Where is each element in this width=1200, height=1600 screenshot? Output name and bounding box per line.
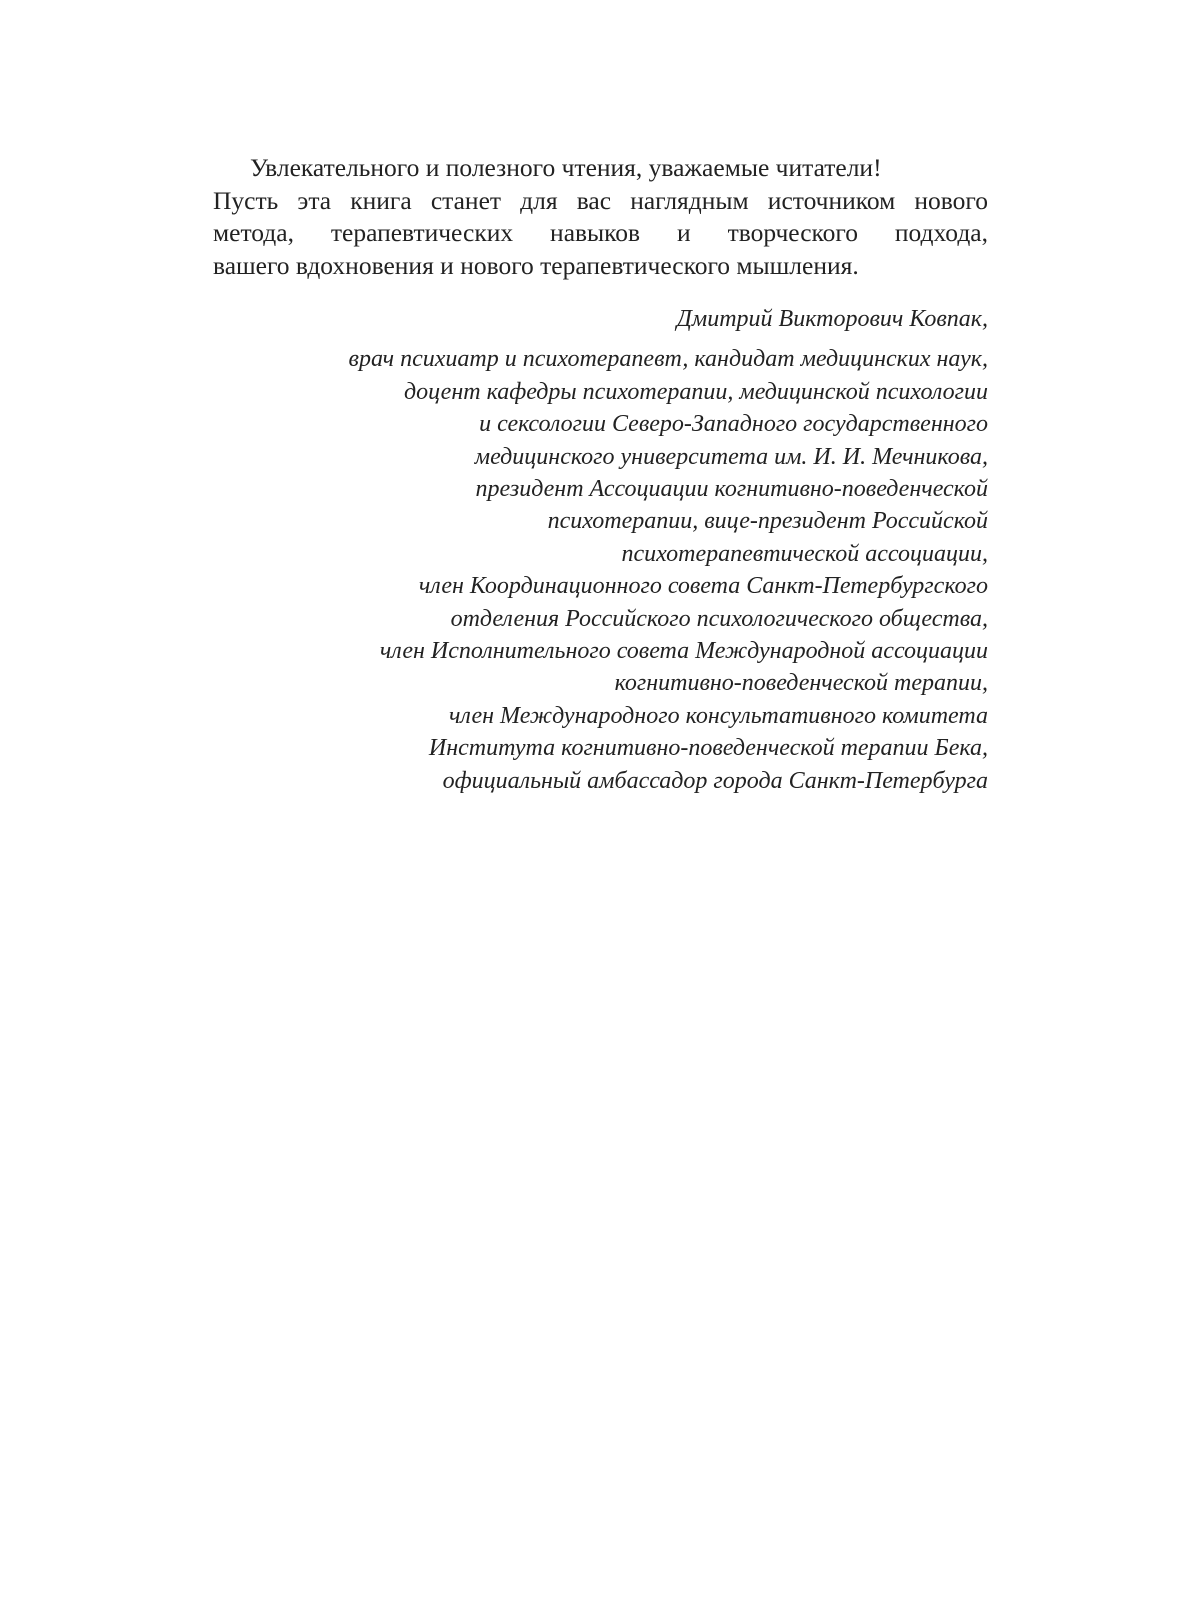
- credential-line: врач психиатр и психотерапевт, кандидат медицинских наук,: [348, 346, 988, 373]
- credential-line: и сексологии Северо-Западного государственного: [479, 411, 988, 438]
- paragraph-line: Пусть эта книга станет для вас наглядным источником нового: [213, 185, 988, 215]
- paragraph-line: Увлекательного и полезного чтения, уважаемые читатели!: [250, 153, 882, 182]
- author-signature: [213, 303, 988, 797]
- credential-line: медицинского университета им. И. И. Мечникова,: [474, 443, 988, 470]
- credential-line: отделения Российского психологического общества,: [450, 605, 988, 632]
- text-block: [213, 152, 988, 797]
- paragraph-line: вашего вдохновения и нового терапевтического мышления.: [213, 250, 859, 280]
- credential-line: президент Ассоциации когнитивно-поведенческой: [475, 476, 988, 503]
- credential-line: психотерапии, вице-президент Российской: [547, 508, 988, 535]
- credential-line: психотерапевтической ассоциации,: [621, 540, 988, 567]
- closing-paragraph: [213, 152, 988, 282]
- credential-line: когнитивно-поведенческой терапии,: [614, 670, 988, 697]
- credential-line: член Исполнительного совета Международной ассоциации: [379, 638, 988, 665]
- credential-line: член Международного консультативного комитета: [448, 702, 988, 729]
- credential-line: член Координационного совета Санкт-Петербургского: [418, 573, 988, 600]
- credential-line: доцент кафедры психотерапии, медицинской психологии: [403, 378, 988, 405]
- paragraph-line: метода, терапевтических навыков и творческого подхода,: [213, 218, 988, 247]
- credential-line: Института когнитивно-поведенческой терапии Бека,: [428, 735, 988, 762]
- author-name: Дмитрий Викторович Ковпак,: [676, 306, 988, 332]
- credential-line: официальный амбассадор города Санкт-Петербурга: [442, 767, 988, 794]
